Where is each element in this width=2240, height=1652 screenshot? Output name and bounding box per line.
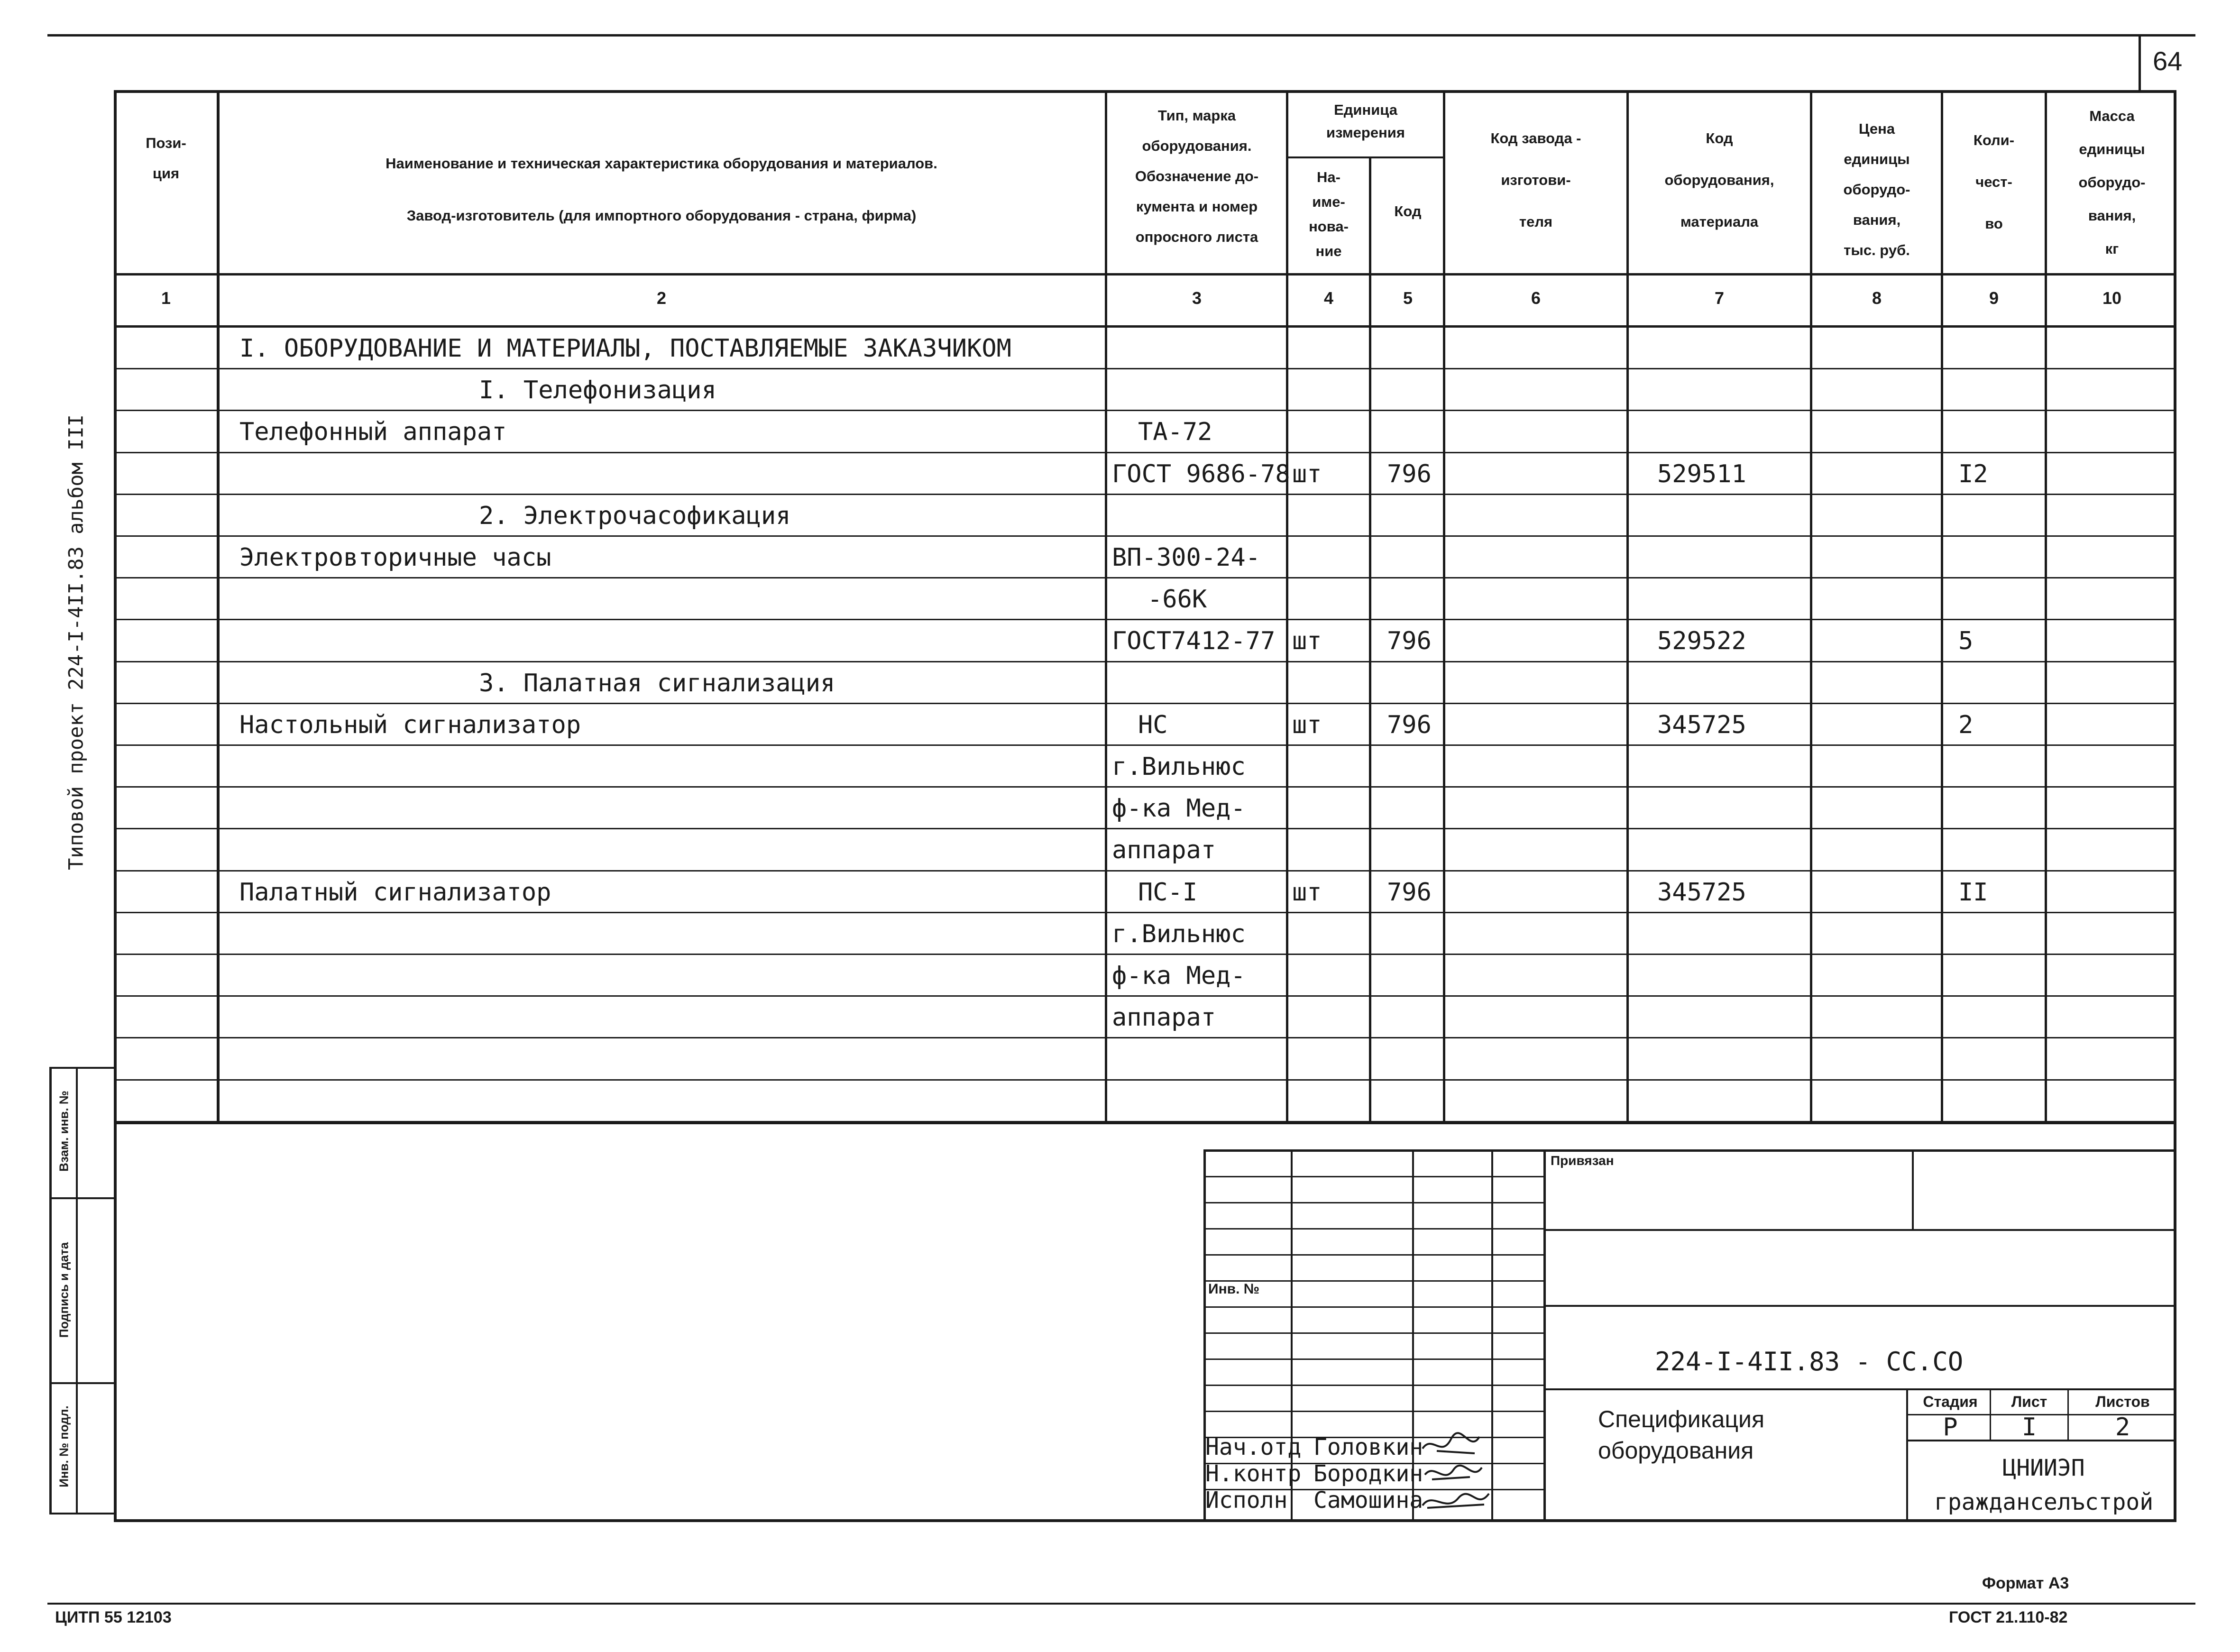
row-divider (114, 368, 2176, 369)
col-header-type: Тип, марка оборудования. Обозначение до- кумента и номер опросного листа (1135, 107, 1259, 245)
footer-left-code: ЦИТП 55 12103 (55, 1608, 172, 1626)
row-divider (114, 494, 2176, 495)
signature-role-2: Н.контр (1205, 1460, 1302, 1487)
row-unit-code: 796 (1387, 460, 1432, 488)
stage-label: Стадия (1923, 1393, 1978, 1410)
signature-role-3: Исполн (1205, 1487, 1288, 1514)
row-type: г.Вильнюс (1112, 920, 1246, 948)
col-header-plant-code: Код завода - изготови- теля (1490, 130, 1581, 230)
signature-role-1: Нач.отд (1205, 1434, 1302, 1460)
row-divider (114, 1079, 2176, 1081)
row-divider (114, 410, 2176, 411)
signature-name-3: Самошина (1313, 1487, 1423, 1514)
col-index-2: 2 (656, 288, 667, 308)
row-unit: шт (1292, 627, 1322, 655)
row-divider (114, 577, 2176, 578)
sheet-label: Лист (2011, 1393, 2047, 1410)
col-header-equip-code: Код оборудования, материала (1664, 130, 1774, 230)
row-divider (114, 744, 2176, 746)
col-index-3: 3 (1192, 288, 1202, 308)
row-type: -66К (1148, 585, 1207, 614)
col-index-4: 4 (1323, 288, 1334, 308)
row-unit: шт (1292, 711, 1322, 739)
row-divider (114, 995, 2176, 997)
page-number: 64 (2153, 46, 2183, 76)
row-type: ВП-300-24- (1112, 543, 1261, 572)
col-header-unit-group: Единица измерения (1326, 101, 1405, 141)
row-name: I. Телефонизация (479, 376, 716, 404)
side-project-label: Типовой проект 224-I-4II.83 альбом III (64, 414, 88, 870)
inv-label: Инв. № (1208, 1281, 1260, 1297)
row-type: ТА-72 (1138, 418, 1212, 446)
row-equipment-code: 345725 (1657, 878, 1746, 907)
row-divider (114, 703, 2176, 704)
document-code: 224-I-4II.83 - СС.СО (1655, 1347, 1964, 1377)
col-index-10: 10 (2102, 288, 2122, 308)
col-header-unit-code: Код (1394, 203, 1422, 220)
col-header-mass: Масса единицы оборудо- вания, кг (2078, 108, 2146, 257)
row-name: Электровторичные часы (239, 543, 551, 572)
col-index-7: 7 (1714, 288, 1725, 308)
side-stamp-signature: Подпись и дата (56, 1242, 71, 1338)
sheet-value: I (2021, 1413, 2037, 1441)
stage-value: Р (1943, 1413, 1958, 1441)
col-index-8: 8 (1872, 288, 1882, 308)
col-index-5: 5 (1403, 288, 1413, 308)
side-stamp-original-inv: Инв. № подл. (56, 1405, 71, 1487)
row-unit: шт (1292, 460, 1322, 488)
row-divider (114, 954, 2176, 955)
linked-label: Привязан (1551, 1153, 1614, 1168)
row-divider (114, 619, 2176, 620)
col-header-price: Цена единицы оборудо- вания, тыс. руб. (1843, 120, 1910, 258)
footer-gost: ГОСТ 21.110-82 (1949, 1608, 2068, 1626)
col-header-unit-name: На- име- нова- ние (1309, 169, 1349, 259)
row-name: Палатный сигнализатор (239, 878, 551, 907)
row-unit-code: 796 (1387, 711, 1432, 739)
row-divider (114, 535, 2176, 537)
col-index-9: 9 (1989, 288, 1999, 308)
row-unit-code: 796 (1387, 627, 1432, 655)
col-index-1: 1 (161, 288, 171, 308)
sheets-value: 2 (2115, 1413, 2130, 1441)
row-quantity: II (1958, 878, 1988, 907)
signature-name-2: Бородкин (1313, 1460, 1423, 1487)
signature-name-1: Головкин (1313, 1434, 1423, 1460)
row-divider (114, 1037, 2176, 1038)
row-divider (114, 661, 2176, 662)
col-header-qty: Коли- чест- во (1973, 132, 2015, 232)
row-type: ф-ка Мед- (1112, 794, 1246, 823)
row-quantity: I2 (1958, 460, 1988, 488)
row-name: 3. Палатная сигнализация (479, 669, 835, 698)
row-type: ГОСТ7412-77 (1112, 627, 1276, 655)
row-equipment-code: 529522 (1657, 627, 1746, 655)
row-type: НС (1138, 711, 1168, 739)
top-rule (47, 34, 2195, 37)
row-type: г.Вильнюс (1112, 753, 1246, 781)
bottom-rule (47, 1603, 2195, 1605)
col-header-position: Пози- ция (146, 135, 186, 182)
row-type: аппарат (1112, 1003, 1216, 1032)
handwritten-signatures (1418, 1430, 1513, 1524)
row-divider (114, 870, 2176, 872)
side-stamp-replace: Взам. инв. № (56, 1091, 71, 1172)
row-quantity: 2 (1958, 711, 1974, 739)
footer-format: Формат А3 (1982, 1574, 2069, 1592)
row-unit-code: 796 (1387, 878, 1432, 907)
row-name: Телефонный аппарат (239, 418, 507, 446)
row-divider (114, 828, 2176, 829)
document-title: Спецификация оборудования (1598, 1406, 1765, 1464)
row-type: ПС-I (1138, 878, 1198, 907)
row-type: ГОСТ 9686-78 (1112, 460, 1290, 488)
row-divider (114, 452, 2176, 453)
col-index-6: 6 (1531, 288, 1541, 308)
row-unit: шт (1292, 878, 1322, 907)
organization: ЦНИИЭП гражданселъстрой (1934, 1455, 2154, 1515)
row-quantity: 5 (1958, 627, 1974, 655)
row-type: аппарат (1112, 836, 1216, 864)
row-divider (114, 912, 2176, 913)
row-type: ф-ка Мед- (1112, 962, 1246, 990)
row-name: 2. Электрочасофикация (479, 502, 791, 530)
row-equipment-code: 345725 (1657, 711, 1746, 739)
row-name: Настольный сигнализатор (239, 711, 581, 739)
row-equipment-code: 529511 (1657, 460, 1746, 488)
row-divider (114, 786, 2176, 788)
row-name: I. ОБОРУДОВАНИЕ И МАТЕРИАЛЫ, ПОСТАВЛЯЕМЫЕ ЗАКАЗЧИКОМ (239, 334, 1011, 363)
sheets-label: Листов (2095, 1393, 2150, 1410)
col-header-name: Наименование и техническая характеристика оборудования и материалов. Завод-изготовитель (для импортного оборудования - страна, фирма) (386, 155, 937, 224)
